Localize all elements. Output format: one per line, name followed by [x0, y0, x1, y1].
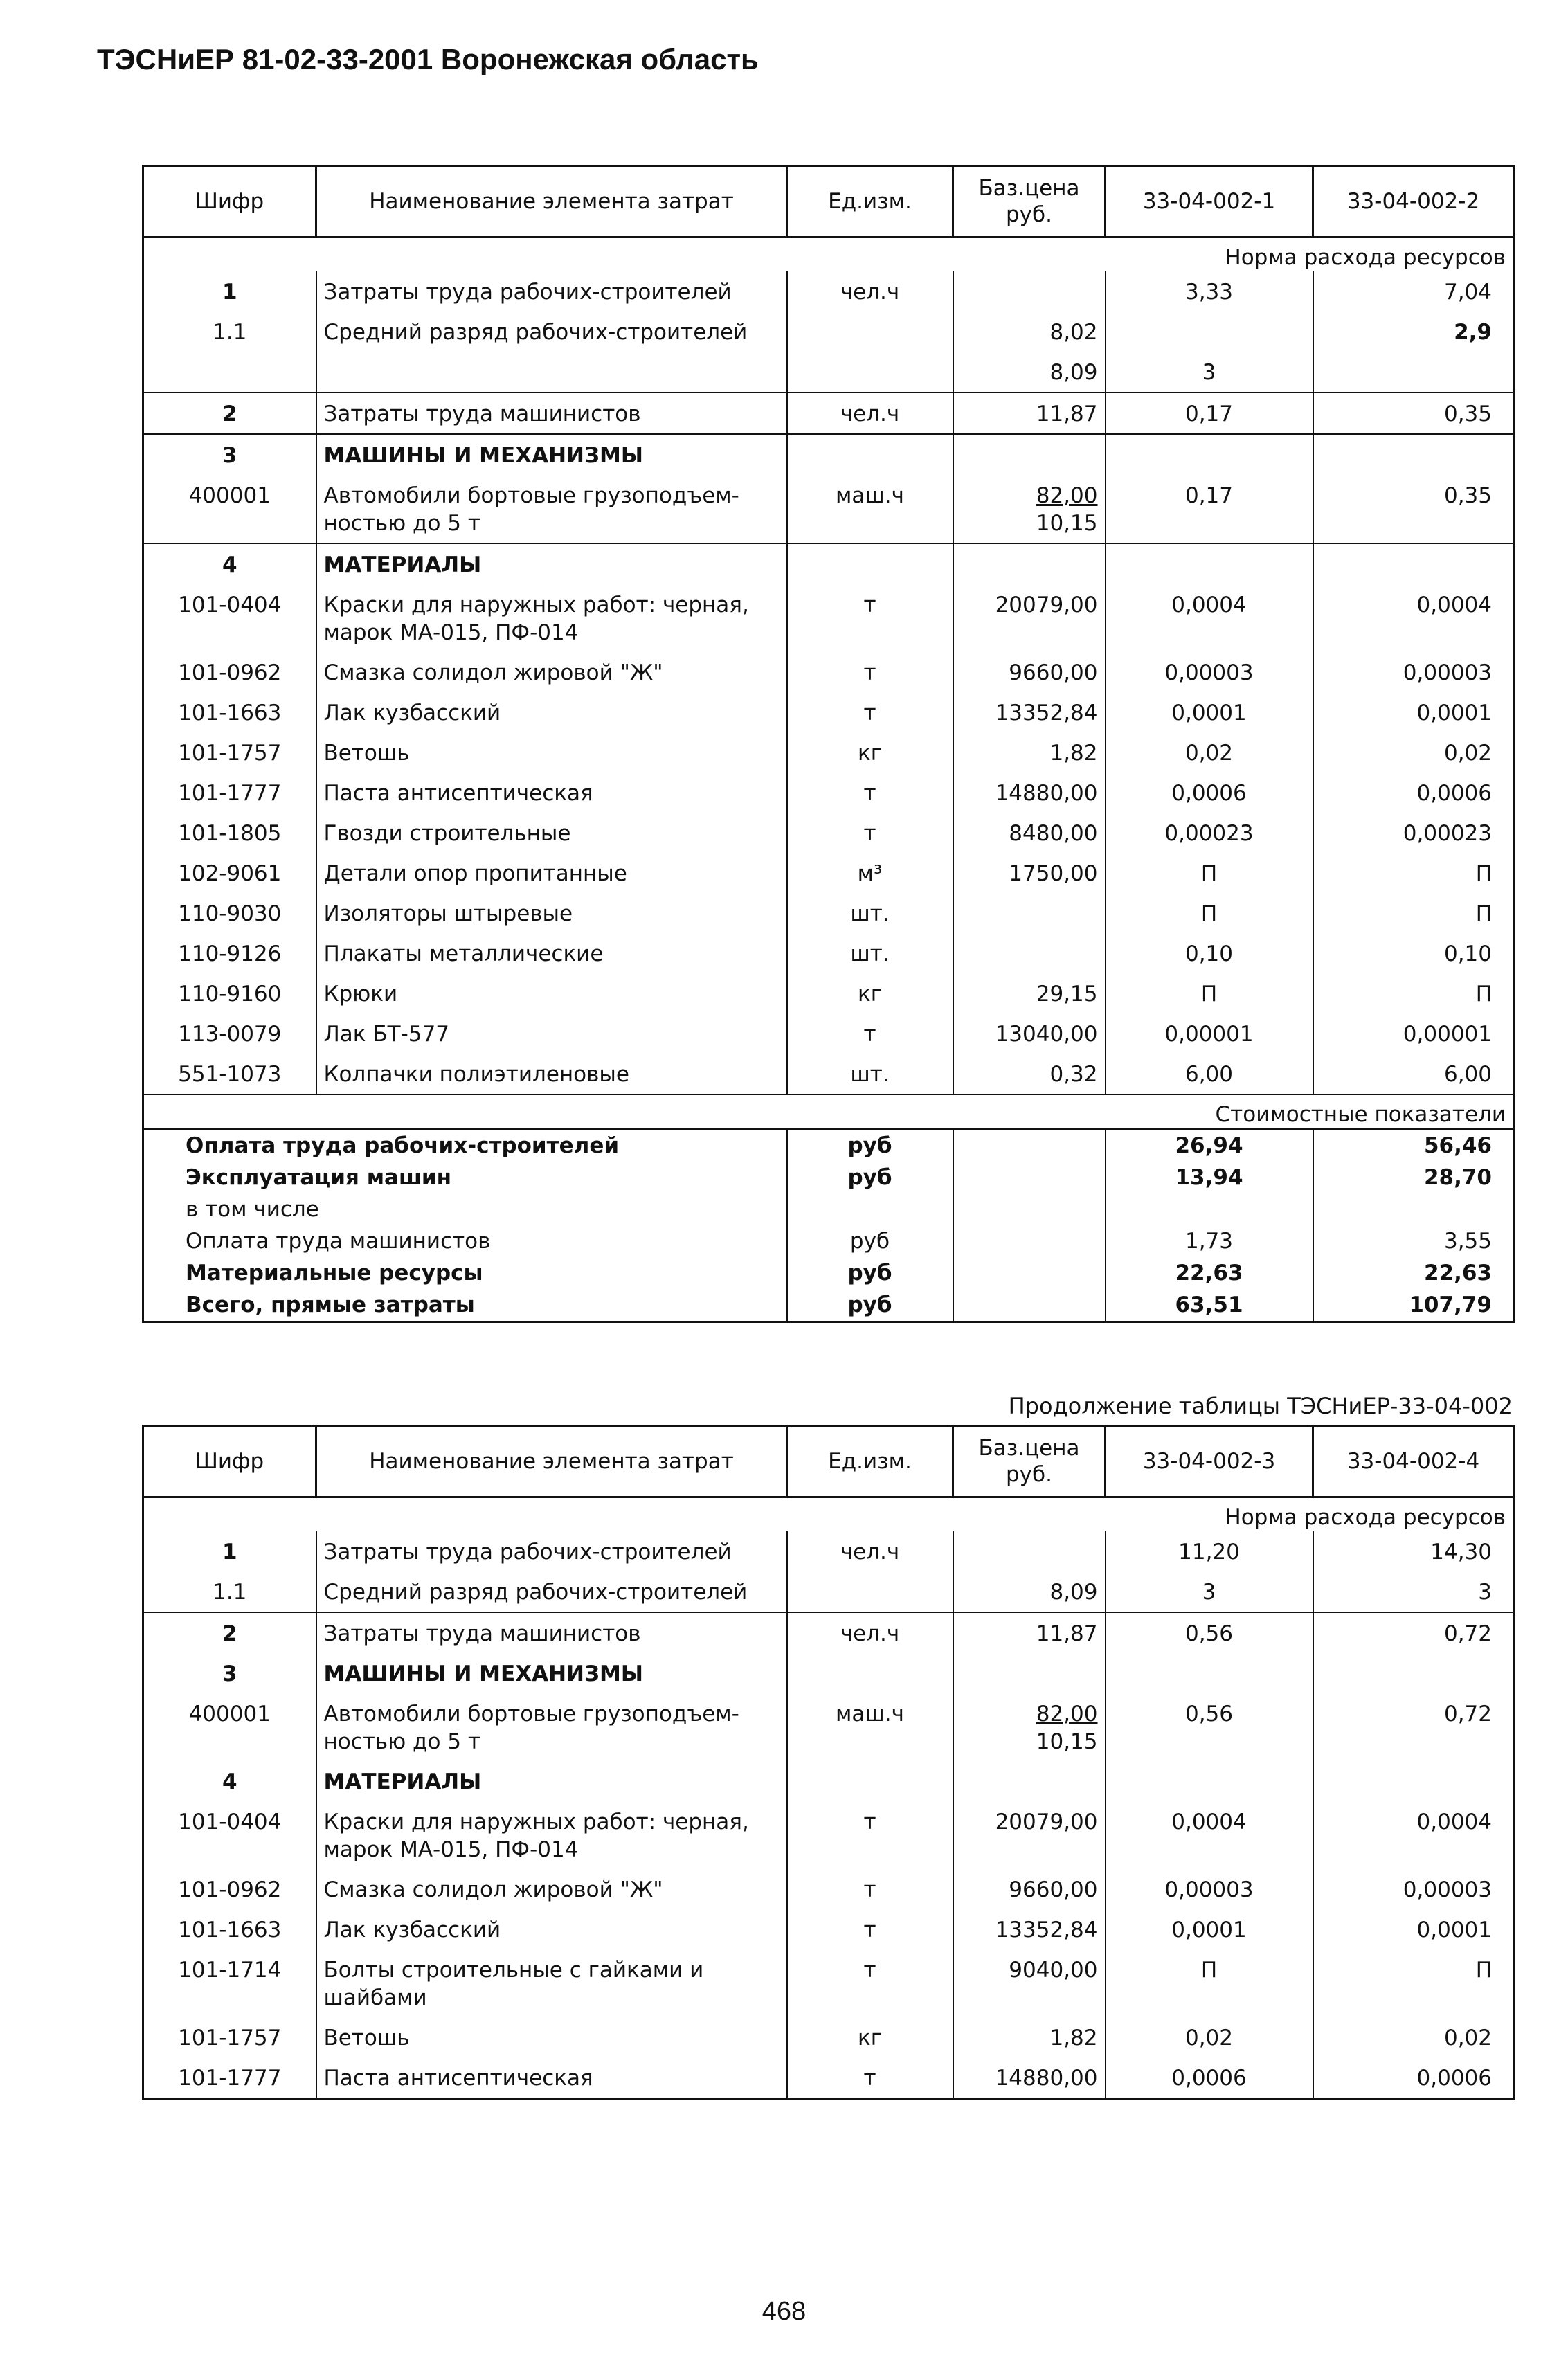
table-row: [143, 973, 1514, 1013]
cost-label: Стоимостные показатели: [143, 1094, 1514, 1129]
row-unit: шт.: [787, 933, 953, 973]
summary-value-2: 56,46: [1313, 1129, 1514, 1162]
table-row: [143, 1801, 1514, 1869]
row-value-1: 0,02: [1106, 2017, 1313, 2057]
table-row: [143, 652, 1514, 692]
summary-value-2: 22,63: [1423, 1261, 1492, 1286]
row-value-2: 0,0001: [1416, 1918, 1492, 1942]
header-col5: 33-04-002-3: [1106, 1426, 1313, 1497]
table-row: [143, 271, 1514, 312]
row-value-1: П: [1106, 893, 1313, 933]
summary-label: Оплата труда рабочих-строителей: [143, 1129, 787, 1162]
row-value-2: 0,0004: [1416, 1810, 1492, 1834]
row-price: [953, 271, 1106, 312]
row-unit: т: [787, 773, 953, 813]
row-price: 1,82: [953, 732, 1106, 773]
row-code: 101-1757: [143, 732, 316, 773]
header-price: Баз.цена руб.: [953, 1426, 1106, 1497]
row-name: Краски для наружных работ: черная, марок МА-015, ПФ-014: [316, 1801, 787, 1869]
row-code: 4: [143, 1761, 316, 1801]
resource-table-1: [142, 165, 1513, 1323]
summary-unit: руб: [787, 1162, 953, 1193]
row-unit: маш.ч: [787, 1693, 953, 1761]
table-row: [143, 1054, 1514, 1094]
row-price: 29,15: [953, 973, 1106, 1013]
row-name: МАШИНЫ И МЕХАНИЗМЫ: [316, 434, 787, 475]
row-name: Детали опор пропитанные: [316, 853, 787, 893]
table-row: [143, 853, 1514, 893]
row-value-2: 0,0004: [1416, 593, 1492, 617]
row-price: 8480,00: [953, 813, 1106, 853]
row-unit: кг: [787, 2017, 953, 2057]
summary-row: [143, 1162, 1514, 1193]
row-price: [953, 434, 1106, 475]
summary-label: Всего, прямые затраты: [143, 1289, 787, 1322]
row-value-2: П: [1475, 861, 1492, 886]
summary-value-2: 3,55: [1443, 1229, 1492, 1254]
summary-price-empty: [953, 1162, 1106, 1193]
row-value-1: 0,0004: [1106, 584, 1313, 652]
row-name: МАТЕРИАЛЫ: [316, 1761, 787, 1801]
row-value-1: П: [1106, 1949, 1313, 2017]
summary-row: [143, 1225, 1514, 1257]
row-value-2: 0,02: [1443, 2026, 1492, 2050]
row-unit: чел.ч: [787, 1612, 953, 1653]
row-code: 101-1777: [143, 773, 316, 813]
table-row: [143, 312, 1514, 352]
row-name: Ветошь: [316, 2017, 787, 2057]
summary-value-1: 1,73: [1106, 1225, 1313, 1257]
row-unit: чел.ч: [787, 271, 953, 312]
row-unit: шт.: [787, 1054, 953, 1094]
row-value-1: 11,20: [1106, 1531, 1313, 1571]
row-code: 101-0962: [143, 652, 316, 692]
row-value-2: 0,02: [1443, 741, 1492, 766]
row-value-2: 0,00023: [1403, 821, 1492, 846]
table-row: [143, 393, 1514, 434]
table-row: [143, 1013, 1514, 1054]
row-code: 101-1663: [143, 692, 316, 732]
row-value-2: 0,0006: [1416, 2066, 1492, 2091]
row-code: 400001: [143, 1693, 316, 1761]
row-unit: т: [787, 2057, 953, 2099]
row-code: 101-0962: [143, 1869, 316, 1909]
row-price: [953, 1653, 1106, 1693]
row-value-1: [1106, 312, 1313, 352]
row-code: 400001: [143, 475, 316, 543]
row-name: Колпачки полиэтиленовые: [316, 1054, 787, 1094]
price-secondary: 10,15: [1036, 511, 1098, 536]
row-name: МАТЕРИАЛЫ: [316, 543, 787, 584]
table-row: [143, 1869, 1514, 1909]
row-unit: [787, 1653, 953, 1693]
row-code: 1.1: [143, 312, 316, 352]
row-name: Лак кузбасский: [316, 1909, 787, 1949]
resource-table-2: [142, 1425, 1513, 2100]
row-code: 101-0404: [143, 584, 316, 652]
row-value-1: 0,00023: [1106, 813, 1313, 853]
table-row: [143, 1571, 1514, 1612]
table-row: [143, 352, 1514, 393]
row-value-1: 0,02: [1106, 732, 1313, 773]
row-value-1: П: [1106, 853, 1313, 893]
row-value-2: 0,0001: [1416, 701, 1492, 725]
row-price: [953, 475, 1106, 543]
row-code: 101-1714: [143, 1949, 316, 2017]
row-name: Крюки: [316, 973, 787, 1013]
row-price: 11,87: [953, 1612, 1106, 1653]
table-row: [143, 1693, 1514, 1761]
row-value-1: 0,0006: [1106, 2057, 1313, 2099]
row-code: 4: [143, 543, 316, 584]
row-code: [143, 352, 316, 393]
row-name: Средний разряд рабочих-строителей: [316, 312, 787, 352]
row-value-2: 3: [1478, 1580, 1492, 1605]
row-value-2: 0,00003: [1403, 660, 1492, 685]
summary-row: [143, 1129, 1514, 1162]
row-name: Гвозди строительные: [316, 813, 787, 853]
row-unit: шт.: [787, 893, 953, 933]
row-value-1: 0,17: [1106, 393, 1313, 434]
row-value-2: [1313, 352, 1514, 393]
row-value-1: 6,00: [1106, 1054, 1313, 1094]
row-value-2: 0,72: [1313, 1612, 1514, 1653]
row-name: Болты строительные с гайками и шайбами: [316, 1949, 787, 2017]
row-value-2: 7,04: [1443, 280, 1492, 305]
row-value-2: 0,00003: [1403, 1877, 1492, 1902]
table-row: [143, 933, 1514, 973]
row-name: Автомобили бортовые грузоподъем-ностью до 5 т: [316, 475, 787, 543]
summary-value-1: 13,94: [1106, 1162, 1313, 1193]
row-unit: кг: [787, 732, 953, 773]
row-name: Изоляторы штыревые: [316, 893, 787, 933]
row-value-2: 0,00001: [1403, 1022, 1492, 1047]
row-code: 110-9160: [143, 973, 316, 1013]
row-value-2: 0,35: [1313, 393, 1514, 434]
summary-value-2: 28,70: [1423, 1165, 1492, 1190]
row-code: 551-1073: [143, 1054, 316, 1094]
summary-value-1: 26,94: [1106, 1129, 1313, 1162]
row-value-1: [1106, 1761, 1313, 1801]
row-price: 1,82: [953, 2017, 1106, 2057]
summary-value-1: 63,51: [1106, 1289, 1313, 1322]
row-price: [953, 1761, 1106, 1801]
row-value-1: 0,0001: [1106, 1909, 1313, 1949]
row-unit: маш.ч: [787, 475, 953, 543]
row-value-2: 2,9: [1454, 320, 1492, 345]
row-name: Затраты труда машинистов: [316, 1612, 787, 1653]
row-value-1: 3,33: [1106, 271, 1313, 312]
row-code: 3: [143, 434, 316, 475]
row-unit: т: [787, 584, 953, 652]
row-price: 8,09: [953, 1571, 1106, 1612]
row-code: 101-1805: [143, 813, 316, 853]
row-name: Паста антисептическая: [316, 2057, 787, 2099]
row-code: 101-1777: [143, 2057, 316, 2099]
row-name: Смазка солидол жировой "Ж": [316, 1869, 787, 1909]
row-name: [316, 352, 787, 393]
table-body: [143, 1497, 1514, 2099]
norm-label: Норма расхода ресурсов: [143, 1497, 1514, 1532]
row-value-1: [1106, 434, 1313, 475]
row-price: 1750,00: [953, 853, 1106, 893]
row-name: Ветошь: [316, 732, 787, 773]
row-value-2: 6,00: [1443, 1062, 1492, 1087]
row-name: Затраты труда машинистов: [316, 393, 787, 434]
row-value-1: 0,17: [1106, 475, 1313, 543]
row-value-1: 3: [1106, 352, 1313, 393]
row-value-1: 3: [1106, 1571, 1313, 1612]
row-code: 110-9030: [143, 893, 316, 933]
row-name: Лак БТ-577: [316, 1013, 787, 1054]
row-code: 101-1757: [143, 2017, 316, 2057]
row-price: [953, 893, 1106, 933]
row-value-2: 0,72: [1443, 1702, 1492, 1727]
row-name: Паста антисептическая: [316, 773, 787, 813]
row-value-1: 0,0001: [1106, 692, 1313, 732]
row-price: 14880,00: [953, 2057, 1106, 2099]
summary-label: Материальные ресурсы: [143, 1257, 787, 1289]
row-name: Лак кузбасский: [316, 692, 787, 732]
table-body: [143, 237, 1514, 1322]
row-code: 101-1663: [143, 1909, 316, 1949]
row-value-2: [1313, 1761, 1514, 1801]
table-row: [143, 773, 1514, 813]
table-row: [143, 1531, 1514, 1571]
row-unit: [787, 312, 953, 352]
table-row: [143, 2017, 1514, 2057]
row-value-1: 0,56: [1106, 1612, 1313, 1653]
row-unit: [787, 434, 953, 475]
row-code: 1.1: [143, 1571, 316, 1612]
row-value-2: 0,10: [1443, 941, 1492, 966]
row-price: 9660,00: [953, 652, 1106, 692]
row-value-2: [1313, 434, 1514, 475]
table-row: [143, 1761, 1514, 1801]
table-row: [143, 813, 1514, 853]
table-row: [143, 475, 1514, 543]
row-price: 0,32: [953, 1054, 1106, 1094]
row-unit: т: [787, 813, 953, 853]
row-value-1: П: [1106, 973, 1313, 1013]
row-code: 113-0079: [143, 1013, 316, 1054]
row-unit: [787, 543, 953, 584]
row-code: 1: [143, 271, 316, 312]
header-unit: Ед.изм.: [787, 1426, 953, 1497]
header-name: Наименование элемента затрат: [316, 166, 787, 237]
header-col6: 33-04-002-4: [1313, 1426, 1514, 1497]
row-price: 14880,00: [953, 773, 1106, 813]
row-value-1: 0,56: [1106, 1693, 1313, 1761]
row-unit: кг: [787, 973, 953, 1013]
row-value-1: 0,0004: [1106, 1801, 1313, 1869]
row-unit: [787, 1571, 953, 1612]
header-price: Баз.цена руб.: [953, 166, 1106, 237]
summary-unit: руб: [787, 1289, 953, 1322]
summary-label: в том числе: [143, 1193, 787, 1225]
price-secondary: 10,15: [1036, 1729, 1098, 1754]
row-value-1: [1106, 543, 1313, 584]
row-price: 11,87: [953, 393, 1106, 434]
row-price: [953, 1693, 1106, 1761]
row-price: [953, 933, 1106, 973]
row-unit: м³: [787, 853, 953, 893]
row-price: 13040,00: [953, 1013, 1106, 1054]
header-code: Шифр: [143, 166, 316, 237]
row-price: 20079,00: [953, 584, 1106, 652]
row-value-1: 0,00001: [1106, 1013, 1313, 1054]
row-name: Средний разряд рабочих-строителей: [316, 1571, 787, 1612]
summary-value-1: 22,63: [1106, 1257, 1313, 1289]
row-price: [953, 1531, 1106, 1571]
summary-unit: руб: [787, 1225, 953, 1257]
continuation-label: Продолжение таблицы ТЭСНиЕР-33-04-002: [1008, 1393, 1513, 1419]
row-value-1: 0,10: [1106, 933, 1313, 973]
table-row: [143, 543, 1514, 584]
row-value-1: [1106, 1653, 1313, 1693]
summary-price-empty: [953, 1257, 1106, 1289]
table-row: [143, 692, 1514, 732]
summary-unit: [787, 1193, 953, 1225]
summary-value-2: [1313, 1193, 1514, 1225]
summary-price-empty: [953, 1193, 1106, 1225]
row-code: 110-9126: [143, 933, 316, 973]
summary-label: Эксплуатация машин: [143, 1162, 787, 1193]
row-value-2: 0,35: [1443, 483, 1492, 508]
summary-value-2: 107,79: [1409, 1292, 1492, 1317]
row-price: 20079,00: [953, 1801, 1106, 1869]
summary-unit: руб: [787, 1257, 953, 1289]
row-unit: т: [787, 1909, 953, 1949]
table-row: [143, 732, 1514, 773]
header-unit: Ед.изм.: [787, 166, 953, 237]
header-col6: 33-04-002-2: [1313, 166, 1514, 237]
row-price: 9040,00: [953, 1949, 1106, 2017]
table-row: [143, 434, 1514, 475]
row-name: Затраты труда рабочих-строителей: [316, 271, 787, 312]
row-name: МАШИНЫ И МЕХАНИЗМЫ: [316, 1653, 787, 1693]
summary-row: [143, 1257, 1514, 1289]
row-value-2: П: [1475, 982, 1492, 1007]
row-unit: т: [787, 1869, 953, 1909]
summary-price-empty: [953, 1129, 1106, 1162]
row-code: 2: [143, 393, 316, 434]
row-unit: т: [787, 1013, 953, 1054]
summary-unit: руб: [787, 1129, 953, 1162]
row-price: 13352,84: [953, 1909, 1106, 1949]
row-unit: [787, 1761, 953, 1801]
table-row: [143, 2057, 1514, 2099]
row-value-1: 0,00003: [1106, 1869, 1313, 1909]
row-value-2: П: [1475, 901, 1492, 926]
summary-row: [143, 1193, 1514, 1225]
summary-label: Оплата труда машинистов: [143, 1225, 787, 1257]
table-row: [143, 584, 1514, 652]
row-price: [953, 543, 1106, 584]
row-value-1: 0,0006: [1106, 773, 1313, 813]
row-value-2: П: [1475, 1958, 1492, 1983]
row-price: 9660,00: [953, 1869, 1106, 1909]
row-code: 101-0404: [143, 1801, 316, 1869]
row-value-2: 14,30: [1430, 1540, 1492, 1565]
row-unit: т: [787, 1949, 953, 2017]
row-name: Автомобили бортовые грузоподъем-ностью до 5 т: [316, 1693, 787, 1761]
row-name: Смазка солидол жировой "Ж": [316, 652, 787, 692]
row-unit: чел.ч: [787, 1531, 953, 1571]
row-unit: [787, 352, 953, 393]
row-code: 1: [143, 1531, 316, 1571]
row-value-2: [1313, 1653, 1514, 1693]
summary-value-1: [1106, 1193, 1313, 1225]
row-value-2: [1313, 543, 1514, 584]
document-title: ТЭСНиЕР 81-02-33-2001 Воронежская область: [97, 43, 759, 75]
page-number: 468: [762, 2297, 806, 2326]
row-name: Затраты труда рабочих-строителей: [316, 1531, 787, 1571]
row-price: 8,09: [953, 352, 1106, 393]
row-unit: чел.ч: [787, 393, 953, 434]
row-name: Краски для наружных работ: черная, марок МА-015, ПФ-014: [316, 584, 787, 652]
table-row: [143, 893, 1514, 933]
row-name: Плакаты металлические: [316, 933, 787, 973]
summary-row: [143, 1289, 1514, 1322]
table-row: [143, 1949, 1514, 2017]
row-value-2: 0,0006: [1416, 781, 1492, 806]
row-unit: т: [787, 692, 953, 732]
price-primary: 82,00: [1036, 483, 1098, 508]
row-unit: т: [787, 652, 953, 692]
header-name: Наименование элемента затрат: [316, 1426, 787, 1497]
row-unit: т: [787, 1801, 953, 1869]
row-code: 102-9061: [143, 853, 316, 893]
header-code: Шифр: [143, 1426, 316, 1497]
summary-price-empty: [953, 1225, 1106, 1257]
row-price: 8,02: [953, 312, 1106, 352]
table-row: [143, 1653, 1514, 1693]
row-price: 13352,84: [953, 692, 1106, 732]
row-value-1: 0,00003: [1106, 652, 1313, 692]
summary-price-empty: [953, 1289, 1106, 1322]
row-code: 3: [143, 1653, 316, 1693]
header-col5: 33-04-002-1: [1106, 166, 1313, 237]
row-code: 2: [143, 1612, 316, 1653]
norm-label: Норма расхода ресурсов: [143, 237, 1514, 272]
table-row: [143, 1909, 1514, 1949]
table-row: [143, 1612, 1514, 1653]
price-primary: 82,00: [1036, 1702, 1098, 1727]
